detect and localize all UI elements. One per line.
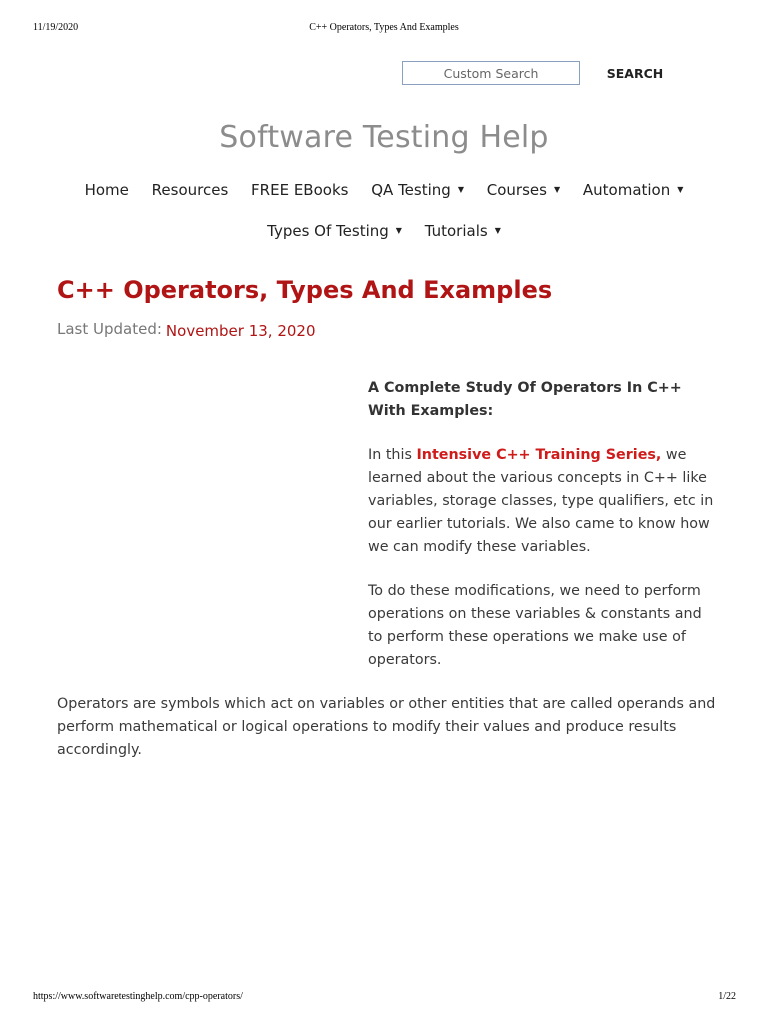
article-title: C++ Operators, Types And Examples (57, 276, 553, 304)
caret-down-icon: ▼ (553, 185, 561, 194)
search-input[interactable] (402, 61, 580, 85)
print-date: 11/19/2020 (33, 22, 79, 33)
print-url: https://www.softwaretestinghelp.com/cpp-operators/ (33, 991, 243, 1002)
nav-item-label: Resources (151, 181, 229, 199)
nav-item-label: Tutorials (424, 222, 488, 240)
intro-paragraph-1 (368, 444, 718, 559)
last-updated-date: November 13, 2020 (165, 322, 316, 340)
caret-down-icon: ▼ (457, 185, 464, 194)
nav-item-types-of-testing[interactable] (267, 222, 402, 240)
main-nav-row-2 (0, 222, 768, 240)
last-updated (57, 320, 316, 338)
operators-definition-paragraph: Operators are symbols which act on variables or other entities that are called operands and perform mathematical or logical operations to modify their values and produce results accordingly. (57, 696, 716, 758)
caret-down-icon: ▼ (677, 185, 684, 194)
nav-item-label: FREE EBooks (251, 181, 349, 199)
search-button[interactable]: SEARCH (600, 61, 670, 85)
search-bar (402, 61, 742, 87)
print-page-title: C++ Operators, Types And Examples (309, 22, 459, 33)
caret-down-icon: ▼ (494, 226, 501, 235)
training-series-link[interactable]: Intensive C++ Training Series, (416, 447, 662, 463)
nav-item-label: Home (84, 181, 129, 199)
nav-item-label: QA Testing (371, 181, 451, 199)
nav-item-label: Types Of Testing (267, 222, 389, 240)
nav-item-label: Automation (582, 181, 671, 199)
print-header (0, 20, 768, 36)
main-nav-row-1 (0, 181, 768, 199)
paragraph-text: In this (368, 447, 417, 463)
nav-item-tutorials[interactable] (425, 222, 501, 240)
last-updated-label: Last Updated: (57, 320, 162, 338)
nav-item-courses[interactable] (487, 181, 560, 199)
caret-down-icon: ▼ (395, 226, 402, 235)
nav-item-qa-testing[interactable] (371, 181, 464, 199)
nav-item-home[interactable] (85, 181, 129, 199)
nav-item-free-ebooks[interactable] (251, 181, 348, 199)
nav-item-automation[interactable] (583, 181, 684, 199)
nav-item-label: Courses (486, 181, 547, 199)
intro-paragraph-2: To do these modifications, we need to perform operations on these variables & constants and to perform these operations we make use of operators. (368, 583, 702, 668)
print-page-number: 1/22 (718, 991, 736, 1002)
intro-column (368, 377, 718, 693)
paragraph-text: we learned about the various concepts in C++ like variables, storage classes, type qualifiers, etc in our earlier tutorials. We also came to know how we can modify these variables. (368, 447, 714, 555)
print-footer (0, 991, 768, 1005)
intro-heading: A Complete Study Of Operators In C++ With Examples: (368, 380, 682, 419)
site-title[interactable]: Software Testing Help (219, 120, 549, 155)
nav-item-resources[interactable] (152, 181, 229, 199)
